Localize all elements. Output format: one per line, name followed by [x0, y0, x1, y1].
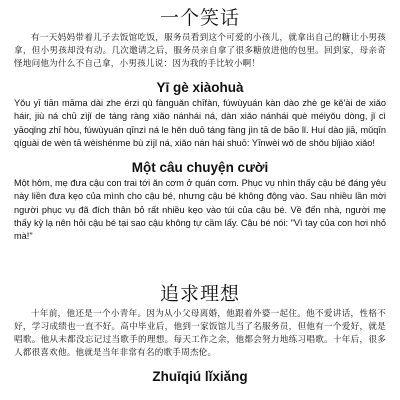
story-pursuing-dreams [14, 282, 386, 386]
chinese-paragraph: 有一天妈妈带着儿子去饭馆吃饭，服务员看到这个可爱的小孩儿，就拿出自己的糖让小男孩拿，但小男孩却没有动。几次邀请之后，服务员亲自拿了很多糖放进他的包里。回到家，母亲奇怪地问他为什么不自己拿，小男孩儿说：因为我的手比较小啊！ [14, 33, 386, 69]
chinese-paragraph: 十年前，他还是一个小青年。因为从小父母离婚，他跟着外婆一起住。他不爱讲话，性格不好，学习成绩也一直不好。高中毕业后，他到一家饭馆儿当了名服务员，但他有一个爱好，就是唱歌。他从未都没忘记过当歌手的理想。每天工作之余，他都会努力地练习唱歌。十年后，很多人都很喜欢他。他就是当年非常有名的歌手周杰伦。 [14, 308, 386, 358]
chinese-title: 追求理想 [159, 282, 240, 305]
story-joke [14, 6, 386, 244]
vietnamese-paragraph: Một hôm, mẹ đưa cậu con trai tới ăn cơm ở quán cơm. Phục vụ nhìn thấy cậu bé đáng yêu này liền đưa kẹo của mình cho cậu bé, nhưng cậu bé không động vào. Sau nhiều lần mời người phục vụ đã đích thân bỏ rất nhiều kẹo vào túi của cậu bé. Về đến nhà, người mẹ thấy kỳ lạ nên hỏi cậu bé tại sao cậu không tự cầm lấy. Cậu bé nói: "Vì tay của con hơi nhỏ mà!" [14, 178, 386, 242]
vietnamese-title: Một câu chuyện cười [131, 160, 269, 176]
pinyin-paragraph: Yǒu yī tiān māma dài zhe érzi qù fànguǎn chīfàn, fúwùyuán kàn dào zhè ge kě'ài de xiǎo háir, jiù ná chū zìjǐ de táng ràng xiǎo nánhái ná, dàn xiǎo nánhái què méiyǒu dòng, jǐ cì yāoqǐng zhī hòu, fúwùyuán qīnzì ná le hěn duō táng fàng jìn tā de bāo lǐ. Huí dào jiā, mǔqīn qíguài de wèn tā wèishénme bù zìjǐ ná, xiǎo nán hái shuō: Yīnwèi wǒ de shǒu bǐjiào xiǎo! [14, 98, 386, 148]
pinyin-title: Zhuīqiú lǐxiǎng [152, 368, 248, 384]
pinyin-title: Yī gè xiàohuà [156, 80, 244, 95]
chinese-title: 一个笑话 [159, 7, 240, 29]
